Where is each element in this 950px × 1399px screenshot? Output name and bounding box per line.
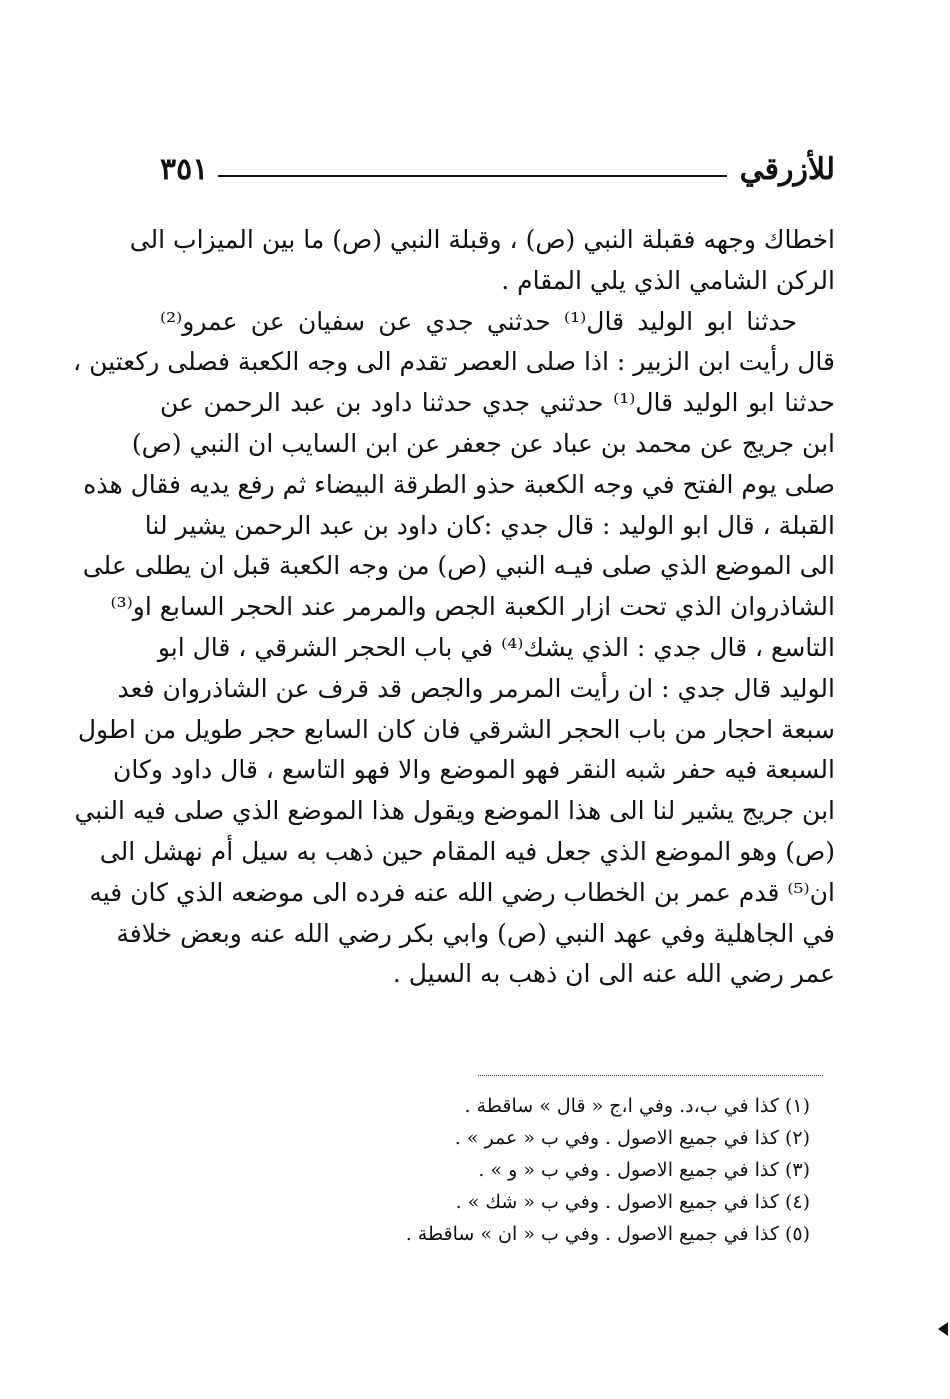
margin-arrow-icon (938, 1322, 948, 1336)
footnote: (٤) كذا في جميع الاصول . وفي ب « شك » . (455, 1191, 810, 1213)
running-title: للأزرقي (739, 152, 835, 187)
footnote-separator (478, 1075, 823, 1076)
header-rule (218, 175, 727, 177)
main-text (73, 220, 835, 995)
text-line: الى الموضع الذي صلى فيـه النبي (ص) من وجه الكعبة قبل ان يطلى على (82, 551, 835, 581)
text-line: السبعة فيه حفر شبه النقر فهو الموضع والا فهو التاسع ، قال داود وكان (113, 755, 835, 785)
text-line: القبلة ، قال ابو الوليد : قال جدي :كان داود بن عبد الرحمن يشير لنا (144, 510, 835, 540)
text-line: حدثنا ابو الوليد قال⁽¹⁾ حدثني جدي حدثنا داود بن عبد الرحمن عن (160, 388, 835, 418)
text-line: الوليد قال جدي : ان رأيت المرمر والجص قد قرف عن الشاذروان فعد (117, 673, 835, 703)
text-line: الركن الشامي الذي يلي المقام . (501, 265, 835, 295)
text-line: ان⁽⁵⁾ قدم عمر بن الخطاب رضي الله عنه فرده الى موضعه الذي كان فيه (89, 877, 835, 907)
page-header (160, 150, 835, 200)
text-line: قال رأيت ابن الزبير : اذا صلى العصر تقدم الى وجه الكعبة فصلى ركعتين ، (73, 347, 835, 377)
text-line: الشاذروان الذي تحت ازار الكعبة الجص والمرمر عند الحجر السابع او⁽³⁾ (110, 592, 835, 622)
footnote: (١) كذا في ب،د. وفي ا،ج « قال » ساقطة . (464, 1095, 810, 1117)
footnote: (٢) كذا في جميع الاصول . وفي ب « عمر » . (454, 1127, 810, 1149)
text-line: حدثنا ابو الوليد قال⁽¹⁾ حدثني جدي عن سفيان عن عمرو⁽²⁾ (160, 306, 797, 336)
text-line: سبعة احجار من باب الحجر الشرقي فان كان السابع حجر طويل من اطول (77, 714, 835, 744)
page-number: ٣٥١ (160, 152, 209, 187)
text-line: صلى يوم الفتح في وجه الكعبة حذو الطرقة البيضاء ثم رفع يديه فقال هذه (83, 469, 835, 499)
text-line: اخطاك وجهه فقبلة النبي (ص) ، وقبلة النبي (ص) ما بين الميزاب الى (129, 225, 835, 254)
footnote: (٥) كذا في جميع الاصول . وفي ب « ان » ساقطة . (405, 1223, 810, 1245)
text-line: في الجاهلية وفي عهد النبي (ص) وابي بكر رضي الله عنه وبعض خلافة (116, 918, 835, 948)
footnotes (330, 1090, 810, 1250)
text-line: ابن جريج يشير لنا الى هذا الموضع ويقول هذا الموضع الذي صلى فيه النبي (74, 796, 835, 826)
footnote: (٣) كذا في جميع الاصول . وفي ب « و » . (478, 1159, 810, 1181)
text-line: (ص) وهو الموضع الذي جعل فيه المقام حين ذهب به سيل أم نهشل الى (99, 836, 835, 866)
text-line: عمر رضي الله عنه الى ان ذهب به السيل . (392, 959, 835, 989)
text-line: التاسع ، قال جدي : الذي يشك⁽⁴⁾ في باب الحجر الشرقي ، قال ابو (157, 632, 835, 662)
text-line: ابن جريج عن محمد بن عباد عن جعفر عن ابن السايب ان النبي (ص) (131, 428, 835, 458)
